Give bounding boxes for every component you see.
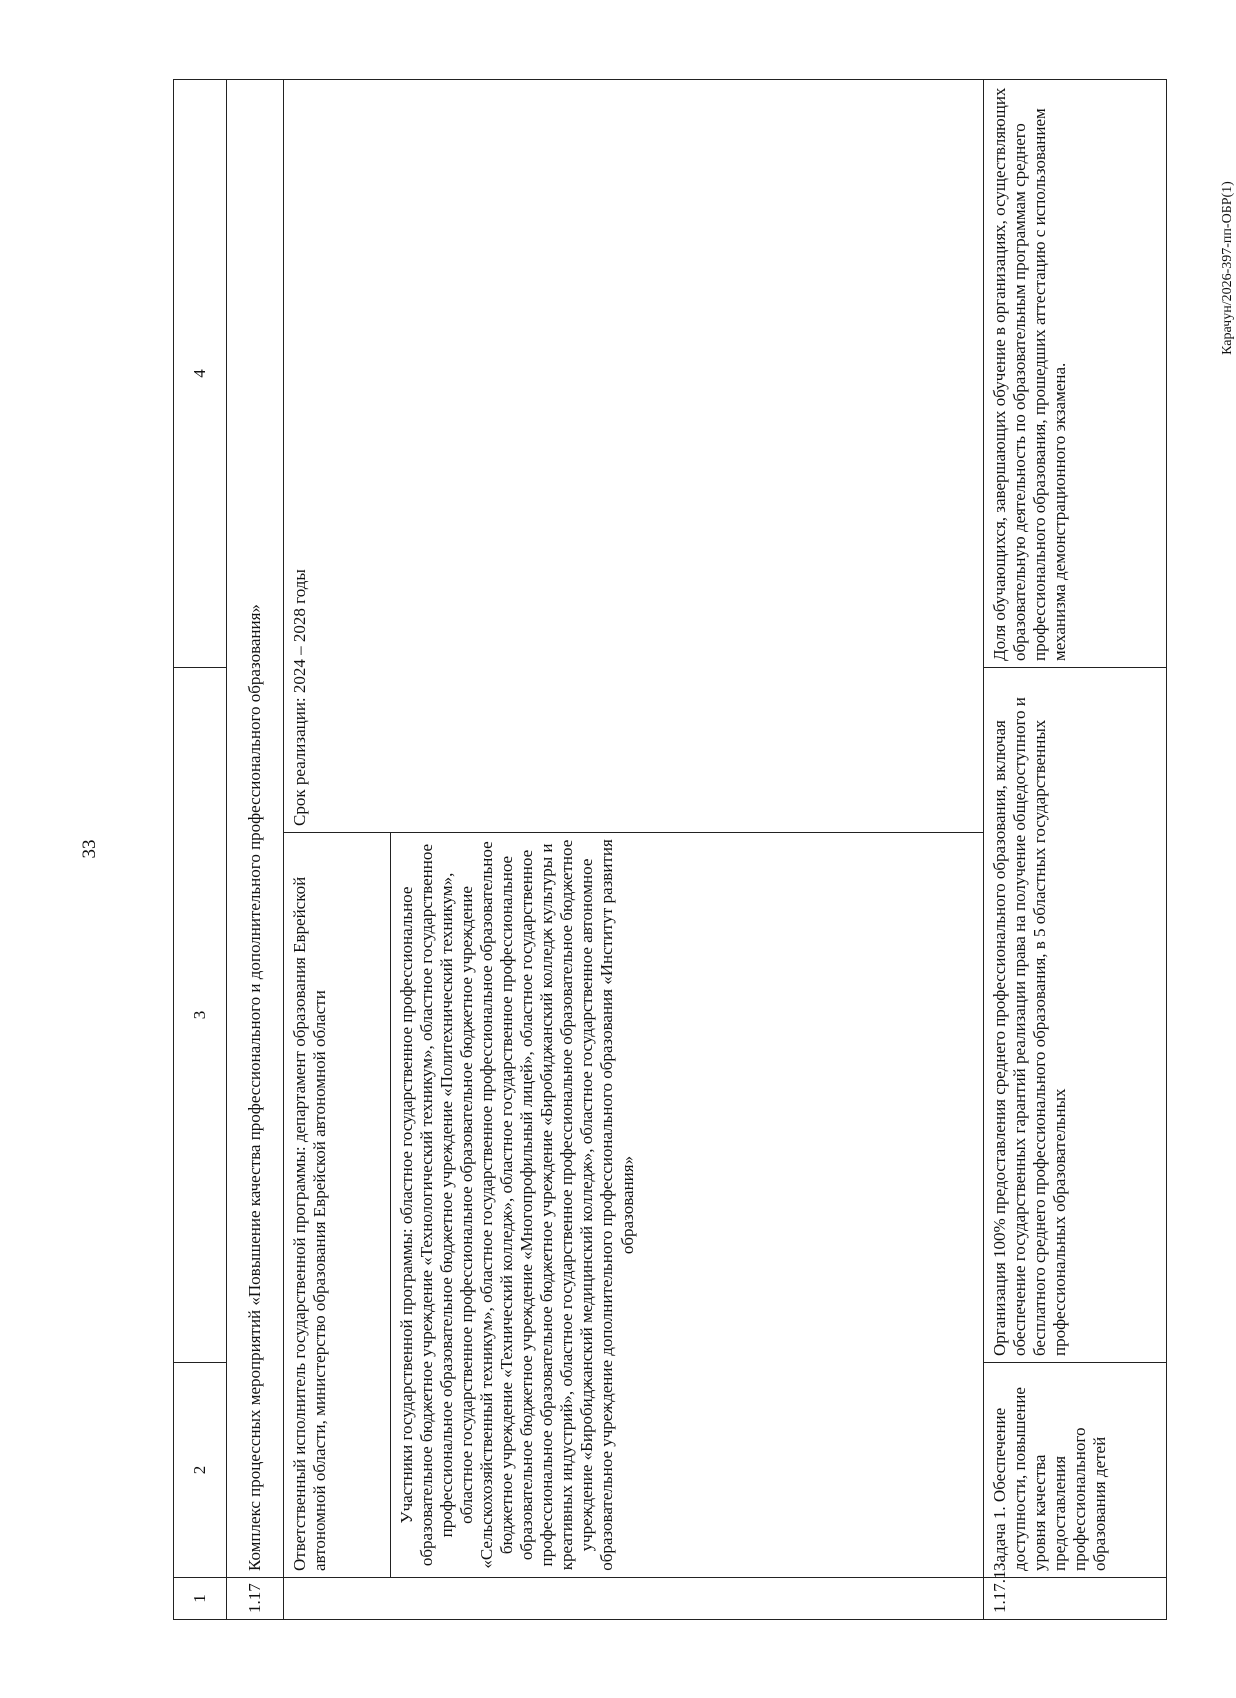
responsible-executor: Ответственный исполнитель государственной программы: департамент образования Еврейской автономной области, министерство образования Еврейской автономной области bbox=[284, 833, 391, 1578]
rotated-page bbox=[173, 80, 1153, 1620]
program-participants: Участники государственной программы: областное государственное профессиональное образовательное бюджетное учреждение «Технологический техникум», областное государственное профессиональное образовательное бюджетное учреждение «Политехнический техникум», областное государственное профессиональное образовательное бюджетное учреждение «Сельскохозяйственный техникум», областное государственное профессиональное образовательное бюджетное учреждение «Технический колледж», областное государственное профессиональное образовательное бюджетное учреждение «Многопрофильный лицей», областное государственное профессиональное образовательное бюджетное учреждение «Биробиджанский колледж культуры и креативных индустрий», областное государственное профессиональное образовательное бюджетное учреждение «Биробиджанский медицинский колледж», областное государственное автономное образовательное учреждение дополнительного профессионального образования «Институт развития образования» bbox=[391, 833, 984, 1578]
header-cell-3: 3 bbox=[174, 668, 227, 1363]
header-cell-2: 2 bbox=[174, 1363, 227, 1578]
document-code: Карачун/2026-397-пп-ОБР(1) bbox=[1220, 181, 1235, 355]
task-number: 1.17.1 bbox=[984, 1578, 1167, 1620]
implementation-period: Срок реализации: 2024 – 2028 годы bbox=[284, 80, 984, 833]
task-indicator: Доля обучающихся, завершающих обучение в организациях, осуществляющих образовательную деятельность по образовательным программам среднего профессионального образования, прошедших аттестацию с использованием механизма демонстрационного экзамена. bbox=[984, 80, 1167, 668]
page-number: 33 bbox=[79, 839, 100, 859]
section-number: 1.17 bbox=[227, 1578, 284, 1620]
section-title: Комплекс процессных мероприятий «Повышение качества профессионального и дополнительного профессионального образования» bbox=[227, 80, 284, 1578]
task-description: Организация 100% предоставления среднего профессионального образования, включая обеспечение государственных гарантий реализации права на получение общедоступного и бесплатного среднего профессионального образования, в 5 областных государственных профессиональных образовательных bbox=[984, 668, 1167, 1363]
task-title: Задача 1. Обеспечение доступности, повышение уровня качества предоставления профессионального образования детей bbox=[984, 1363, 1167, 1578]
task-row bbox=[984, 80, 1167, 1620]
program-table bbox=[173, 79, 1167, 1620]
table-header-row bbox=[174, 80, 227, 1620]
header-cell-4: 4 bbox=[174, 80, 227, 668]
header-cell-1: 1 bbox=[174, 1578, 227, 1620]
empty-cell bbox=[284, 1578, 984, 1620]
section-row bbox=[227, 80, 284, 1620]
responsible-row bbox=[284, 80, 391, 1620]
